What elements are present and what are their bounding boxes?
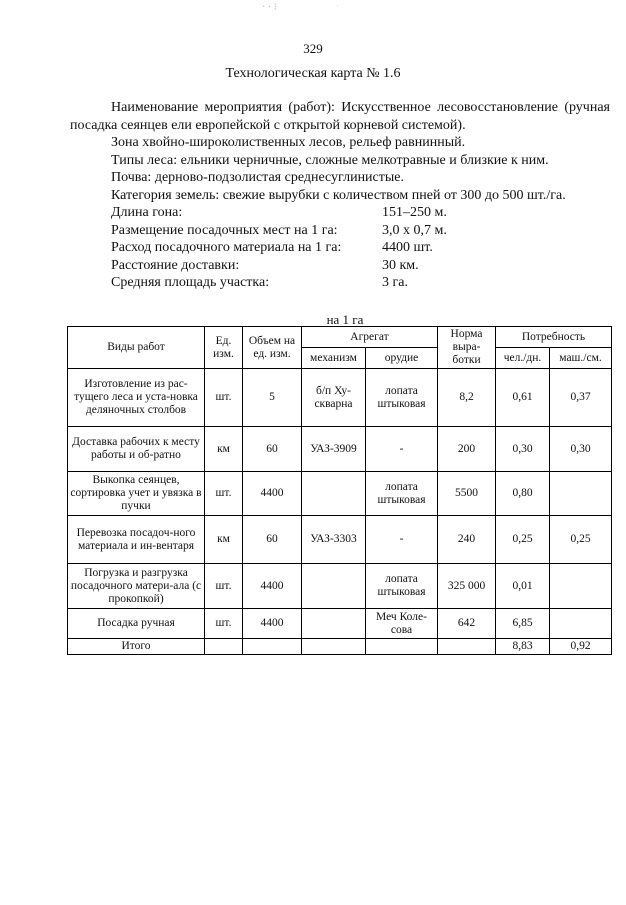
header-mechanism: механизм <box>302 348 366 369</box>
table-row <box>68 516 612 564</box>
param-label: Длина гона: <box>111 205 183 220</box>
forest-zone-line: Зона хвойно-широколиственных лесов, рельеф равнинный. <box>111 135 466 150</box>
activity-name: Наименование мероприятия (работ): Искусственное лесовосстановление (ручная посадка сеянцев ели европейской с открытой корневой системой). <box>70 100 610 133</box>
param-label: Размещение посадочных мест на 1 га: <box>111 222 338 238</box>
soil-line: Почва: дерново-подзолистая среднесуглинистые. <box>111 170 405 185</box>
cell-tool: - <box>366 427 438 472</box>
cell-machine-shifts <box>550 609 612 639</box>
param-value: 30 км. <box>382 257 419 273</box>
cell-machine-shifts: 0,30 <box>550 427 612 472</box>
header-volume: Объем на ед. изм. <box>243 327 302 369</box>
header-man-days: чел./дн. <box>496 348 550 369</box>
total-row <box>68 639 612 655</box>
param-label: Средняя площадь участка: <box>111 275 270 290</box>
cell-mechanism: УАЗ-3909 <box>302 427 366 472</box>
intro-section <box>70 99 610 292</box>
cell-norm: 8,2 <box>438 369 496 427</box>
cell-machine-shifts: 0,25 <box>550 516 612 564</box>
header-aggregate: Агрегат <box>302 327 438 348</box>
forest-type-line: Типы леса: ельники черничные, сложные мелкотравные и близкие к ним. <box>111 152 549 168</box>
cell-man-days: 0,01 <box>496 564 550 609</box>
total-machine-shifts: 0,92 <box>550 639 612 655</box>
cell-unit: км <box>205 427 243 472</box>
cell-empty <box>438 639 496 655</box>
header-norm: Норма выра-ботки <box>438 327 496 369</box>
param-value: 4400 шт. <box>382 240 433 255</box>
header-need: Потребность <box>496 327 612 348</box>
cell-volume: 4400 <box>243 609 302 639</box>
cell-mechanism <box>302 564 366 609</box>
table-row <box>68 369 612 427</box>
table-row <box>68 472 612 516</box>
table-row <box>68 564 612 609</box>
cell-tool: Меч Коле-сова <box>366 609 438 639</box>
param-label: Расстояние доставки: <box>111 257 240 273</box>
param-row <box>70 222 610 240</box>
cell-unit: шт. <box>205 609 243 639</box>
cell-mechanism: УАЗ-3303 <box>302 516 366 564</box>
cell-man-days: 0,25 <box>496 516 550 564</box>
land-category-line: Категория земель: свежие вырубки с количеством пней от 300 до 500 шт./га. <box>111 187 566 203</box>
cell-work: Погрузка и разгрузка посадочного матери-ала (с прокопкой) <box>68 564 205 609</box>
total-man-days: 8,83 <box>496 639 550 655</box>
cell-volume: 5 <box>243 369 302 427</box>
cell-empty <box>366 639 438 655</box>
table-caption: на 1 га <box>326 312 364 327</box>
header-work: Виды работ <box>68 327 205 369</box>
param-label: Расход посадочного материала на 1 га: <box>111 240 342 255</box>
header-machine-shifts: маш./см. <box>550 348 612 369</box>
param-value: 151–250 м. <box>382 205 447 220</box>
page-number: 329 <box>303 41 323 56</box>
cell-tool: лопата штыковая <box>366 472 438 516</box>
param-value: 3,0 х 0,7 м. <box>382 222 447 238</box>
cell-machine-shifts <box>550 472 612 516</box>
cell-work: Доставка рабочих к месту работы и об-ратно <box>68 427 205 472</box>
cell-tool: лопата штыковая <box>366 369 438 427</box>
param-row <box>70 239 610 257</box>
cell-volume: 60 <box>243 516 302 564</box>
cell-norm: 5500 <box>438 472 496 516</box>
cell-mechanism <box>302 609 366 639</box>
param-row <box>70 204 610 222</box>
cell-unit: шт. <box>205 472 243 516</box>
cell-man-days: 0,80 <box>496 472 550 516</box>
cell-empty <box>302 639 366 655</box>
cell-machine-shifts <box>550 564 612 609</box>
param-row <box>70 274 610 292</box>
cell-tool: - <box>366 516 438 564</box>
cell-empty <box>243 639 302 655</box>
cell-norm: 200 <box>438 427 496 472</box>
cell-unit: шт. <box>205 564 243 609</box>
cell-work: Перевозка посадоч-ного материала и ин-вентаря <box>68 516 205 564</box>
table-row <box>68 427 612 472</box>
cell-machine-shifts: 0,37 <box>550 369 612 427</box>
total-label: Итого <box>68 639 205 655</box>
cell-work: Изготовление из рас-тущего леса и уста-новка деляночных столбов <box>68 369 205 427</box>
cell-work: Выкопка сеянцев, сортировка учет и увязка в пучки <box>68 472 205 516</box>
scan-artifact: · · ⁝ <box>262 2 277 13</box>
cell-volume: 60 <box>243 427 302 472</box>
param-value: 3 га. <box>382 275 408 290</box>
work-table <box>67 326 612 655</box>
table-row <box>68 609 612 639</box>
cell-norm: 642 <box>438 609 496 639</box>
cell-unit: км <box>205 516 243 564</box>
header-unit: Ед. изм. <box>205 327 243 369</box>
cell-man-days: 6,85 <box>496 609 550 639</box>
cell-mechanism <box>302 472 366 516</box>
cell-volume: 4400 <box>243 564 302 609</box>
header-tool: орудие <box>366 348 438 369</box>
cell-man-days: 0,61 <box>496 369 550 427</box>
cell-tool: лопата штыковая <box>366 564 438 609</box>
cell-mechanism: б/п Ху-скварна <box>302 369 366 427</box>
scan-artifact: ˙ <box>336 4 339 14</box>
cell-man-days: 0,30 <box>496 427 550 472</box>
cell-work: Посадка ручная <box>68 609 205 639</box>
cell-norm: 325 000 <box>438 564 496 609</box>
param-row <box>70 257 610 275</box>
cell-unit: шт. <box>205 369 243 427</box>
page-title: Технологическая карта № 1.6 <box>225 66 401 81</box>
cell-volume: 4400 <box>243 472 302 516</box>
cell-norm: 240 <box>438 516 496 564</box>
cell-empty <box>205 639 243 655</box>
